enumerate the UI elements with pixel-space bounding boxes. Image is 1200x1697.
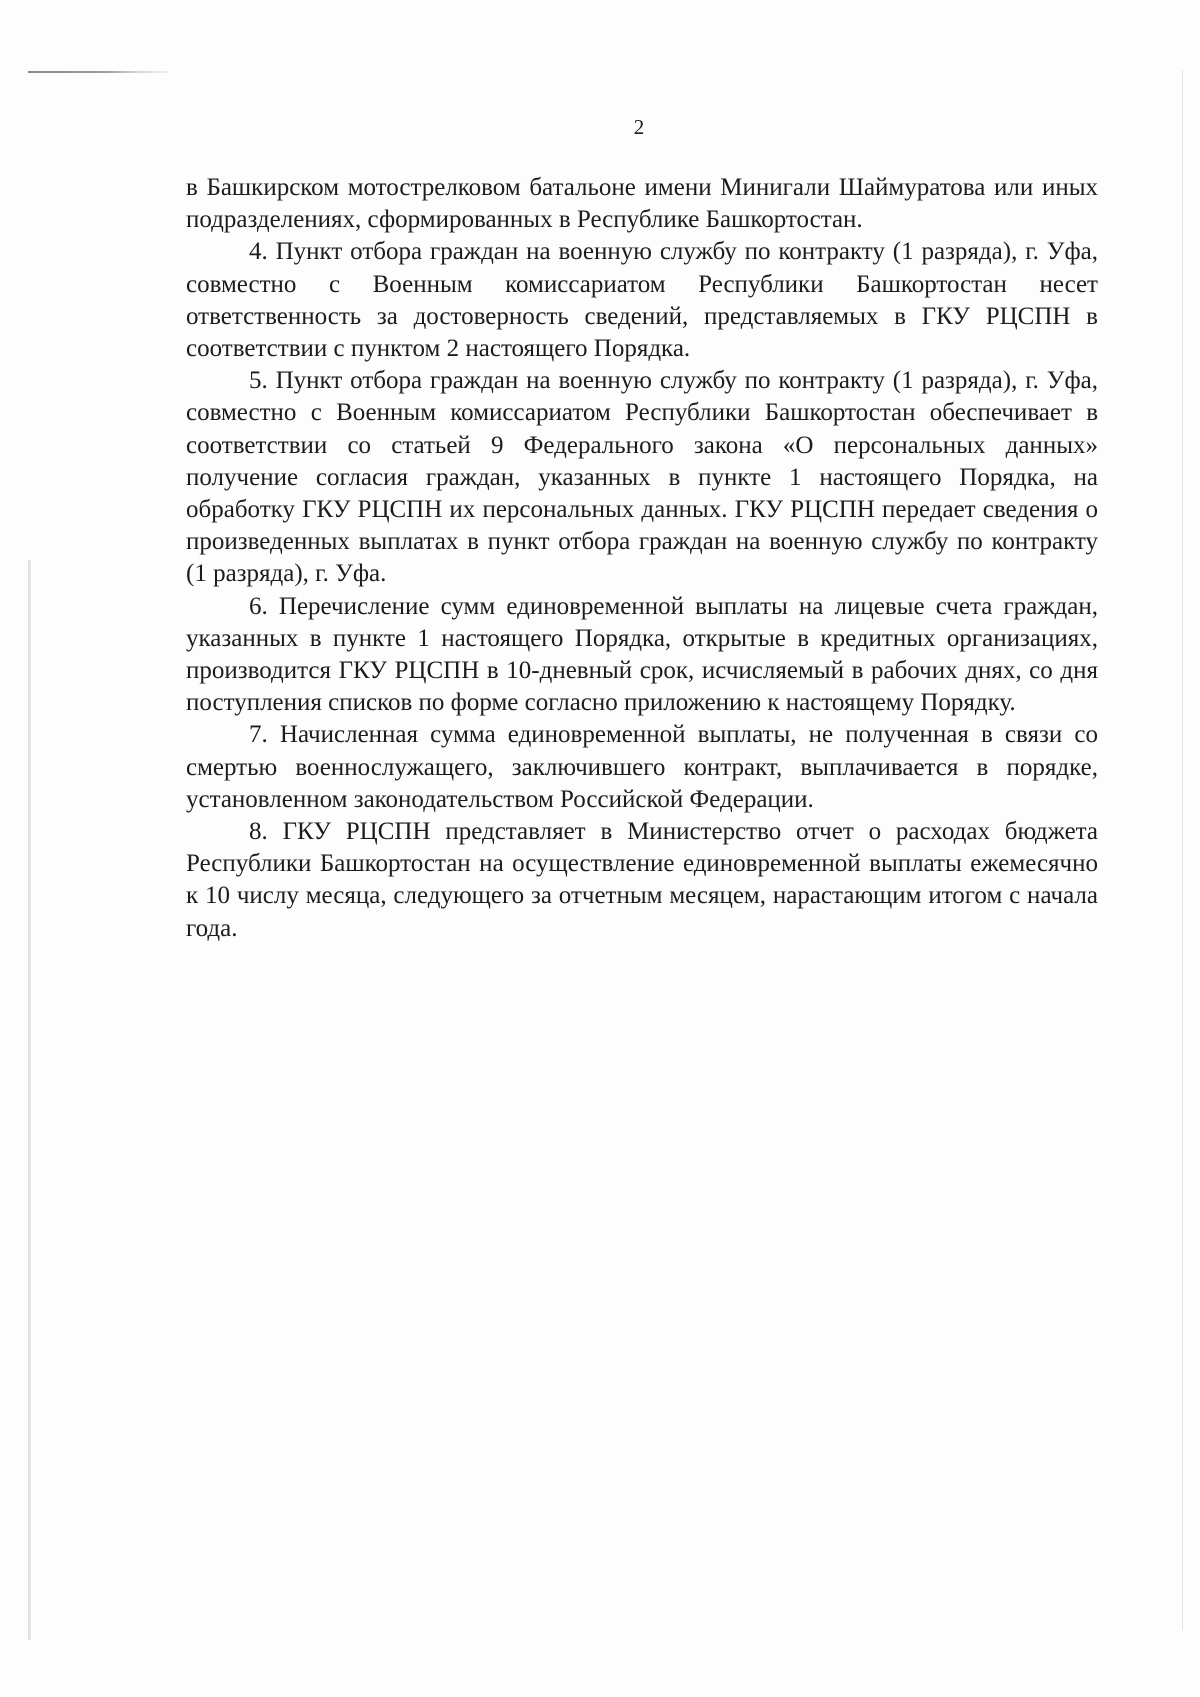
paragraph-item-5: 5. Пункт отбора граждан на военную службу по контракту (1 разряда), г. Уфа, совместно с Военным комиссариатом Республики Башкортостан обеспечивает в соответствии со статьей 9 Федерального закона «О персональных данных» получение согласия граждан, указанных в пункте 1 настоящего Порядка, на обработку ГКУ РЦСПН их персональных данных. ГКУ РЦСПН передает сведения о произведенных выплатах в пункт отбора граждан на военную службу по контракту (1 разряда), г. Уфа. (186, 367, 1098, 588)
paragraph-item-6: 6. Перечисление сумм единовременной выплаты на лицевые счета граждан, указанных в пункте 1 настоящего Порядка, открытые в кредитных организациях, производится ГКУ РЦСПН в 10-дневный срок, исчисляемый в рабочих днях, со дня поступления списков по форме согласно приложению к настоящему Порядку. (186, 592, 1098, 717)
paragraph-item-8: 8. ГКУ РЦСПН представляет в Министерство отчет о расходах бюджета Республики Башкортостан на осуществление единовременной выплаты ежемесячно к 10 числу месяца, следующего за отчетным месяцем, нарастающим итогом с начала года. (186, 818, 1098, 942)
paragraph-item-4: 4. Пункт отбора граждан на военную службу по контракту (1 разряда), г. Уфа, совместно с Военным комиссариатом Республики Башкортостан несет ответственность за достоверность сведений, представляемых в ГКУ РЦСПН в соответствии с пунктом 2 настоящего Порядка. (186, 238, 1098, 363)
paragraph-item-7: 7. Начисленная сумма единовременной выплаты, не полученная в связи со смертью военнослужащего, заключившего контракт, выплачивается в порядке, установленном законодательством Российской Федерации. (186, 721, 1098, 813)
scan-edge-left (28, 560, 31, 1640)
scan-edge-right (1182, 70, 1183, 1630)
document-body (186, 172, 1098, 945)
scan-mark (28, 71, 168, 73)
paragraph-continuation: в Башкирском мотострелковом батальоне имени Минигали Шаймуратова или иных подразделениях, сформированных в Республике Башкортостан. (186, 174, 1098, 234)
page-number: 2 (633, 115, 645, 139)
